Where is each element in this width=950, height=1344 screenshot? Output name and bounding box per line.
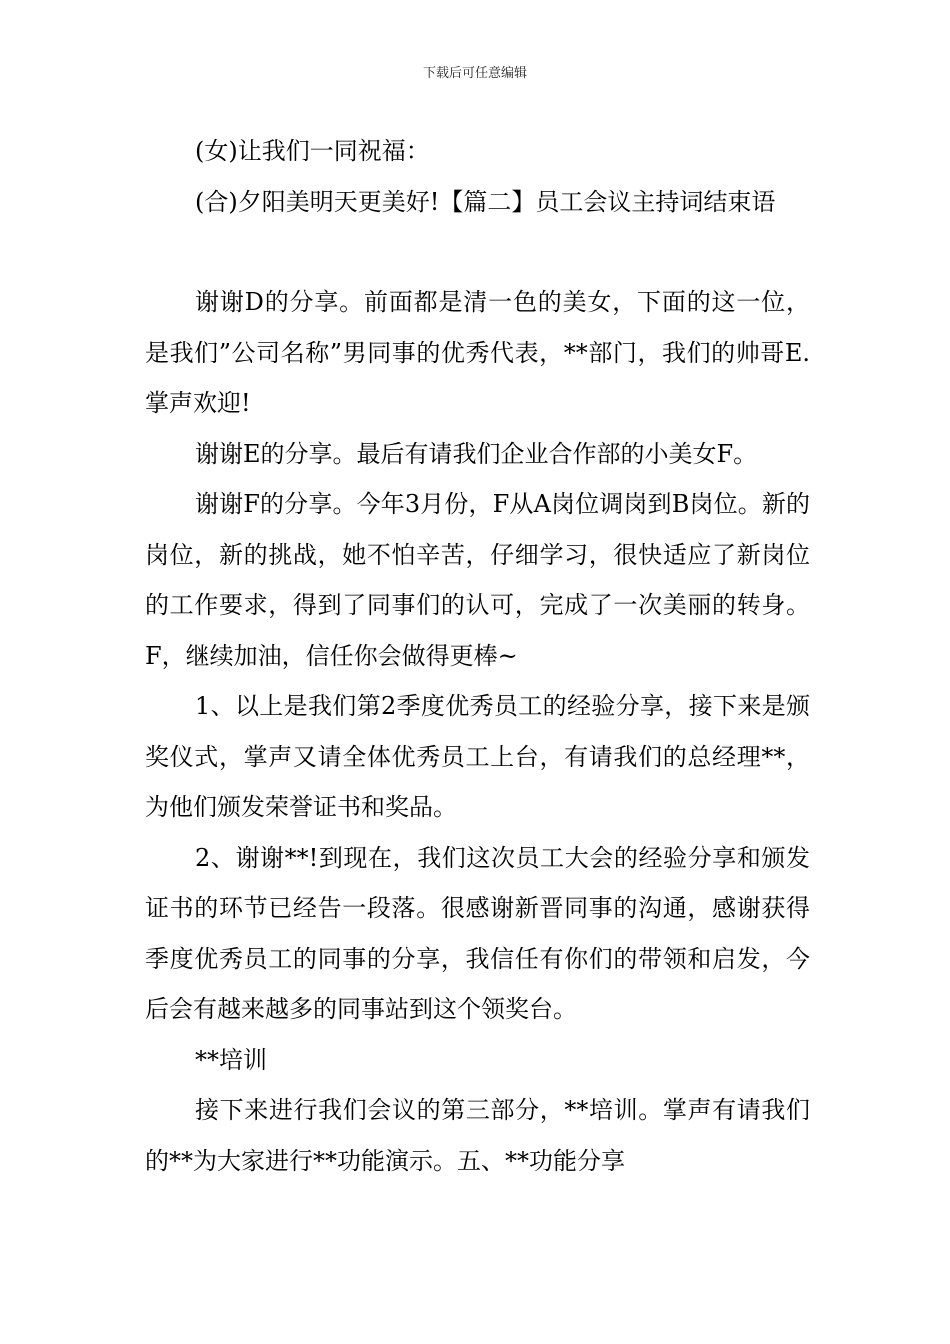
paragraph: 谢谢E的分享。最后有请我们企业合作部的小美女F。 xyxy=(195,439,758,468)
paragraph: 2、谢谢**!到现在，我们这次员工大会的经验分享和颁发证书的环节已经告一段落。很感谢新晋同事的沟通，感谢获得季度优秀员工的同事的分享，我信任有你们的带领和启发，今后会有越来越多的同事站到这个领奖台。 xyxy=(145,843,810,1023)
document-body xyxy=(145,126,810,1186)
paragraph: 谢谢F的分享。今年3月份，F从A岗位调岗到B岗位。新的岗位，新的挑战，她不怕辛苦，仔细学习，很快适应了新岗位的工作要求，得到了同事们的认可，完成了一次美丽的转身。F，继续加油，信任你会做得更棒~ xyxy=(145,490,810,670)
paragraph-gap xyxy=(145,227,810,277)
paragraph: 1、以上是我们第2季度优秀员工的经验分享，接下来是颁奖仪式，掌声又请全体优秀员工上台，有请我们的总经理**，为他们颁发荣誉证书和奖品。 xyxy=(145,692,810,821)
paragraph: (合)夕阳美明天更美好!【篇二】员工会议主持词结束语 xyxy=(195,187,776,216)
paragraph: (女)让我们一同祝福： xyxy=(195,137,430,165)
paragraph: 谢谢D的分享。前面都是清一色的美女，下面的这一位，是我们”公司名称”男同事的优秀代表，**部门，我们的帅哥E.掌声欢迎! xyxy=(145,288,810,417)
page-header: 下载后可任意编辑 xyxy=(422,66,527,81)
section-heading: **培训 xyxy=(195,1045,267,1074)
paragraph: 接下来进行我们会议的第三部分，**培训。掌声有请我们的**为大家进行**功能演示。五、**功能分享 xyxy=(145,1096,810,1175)
